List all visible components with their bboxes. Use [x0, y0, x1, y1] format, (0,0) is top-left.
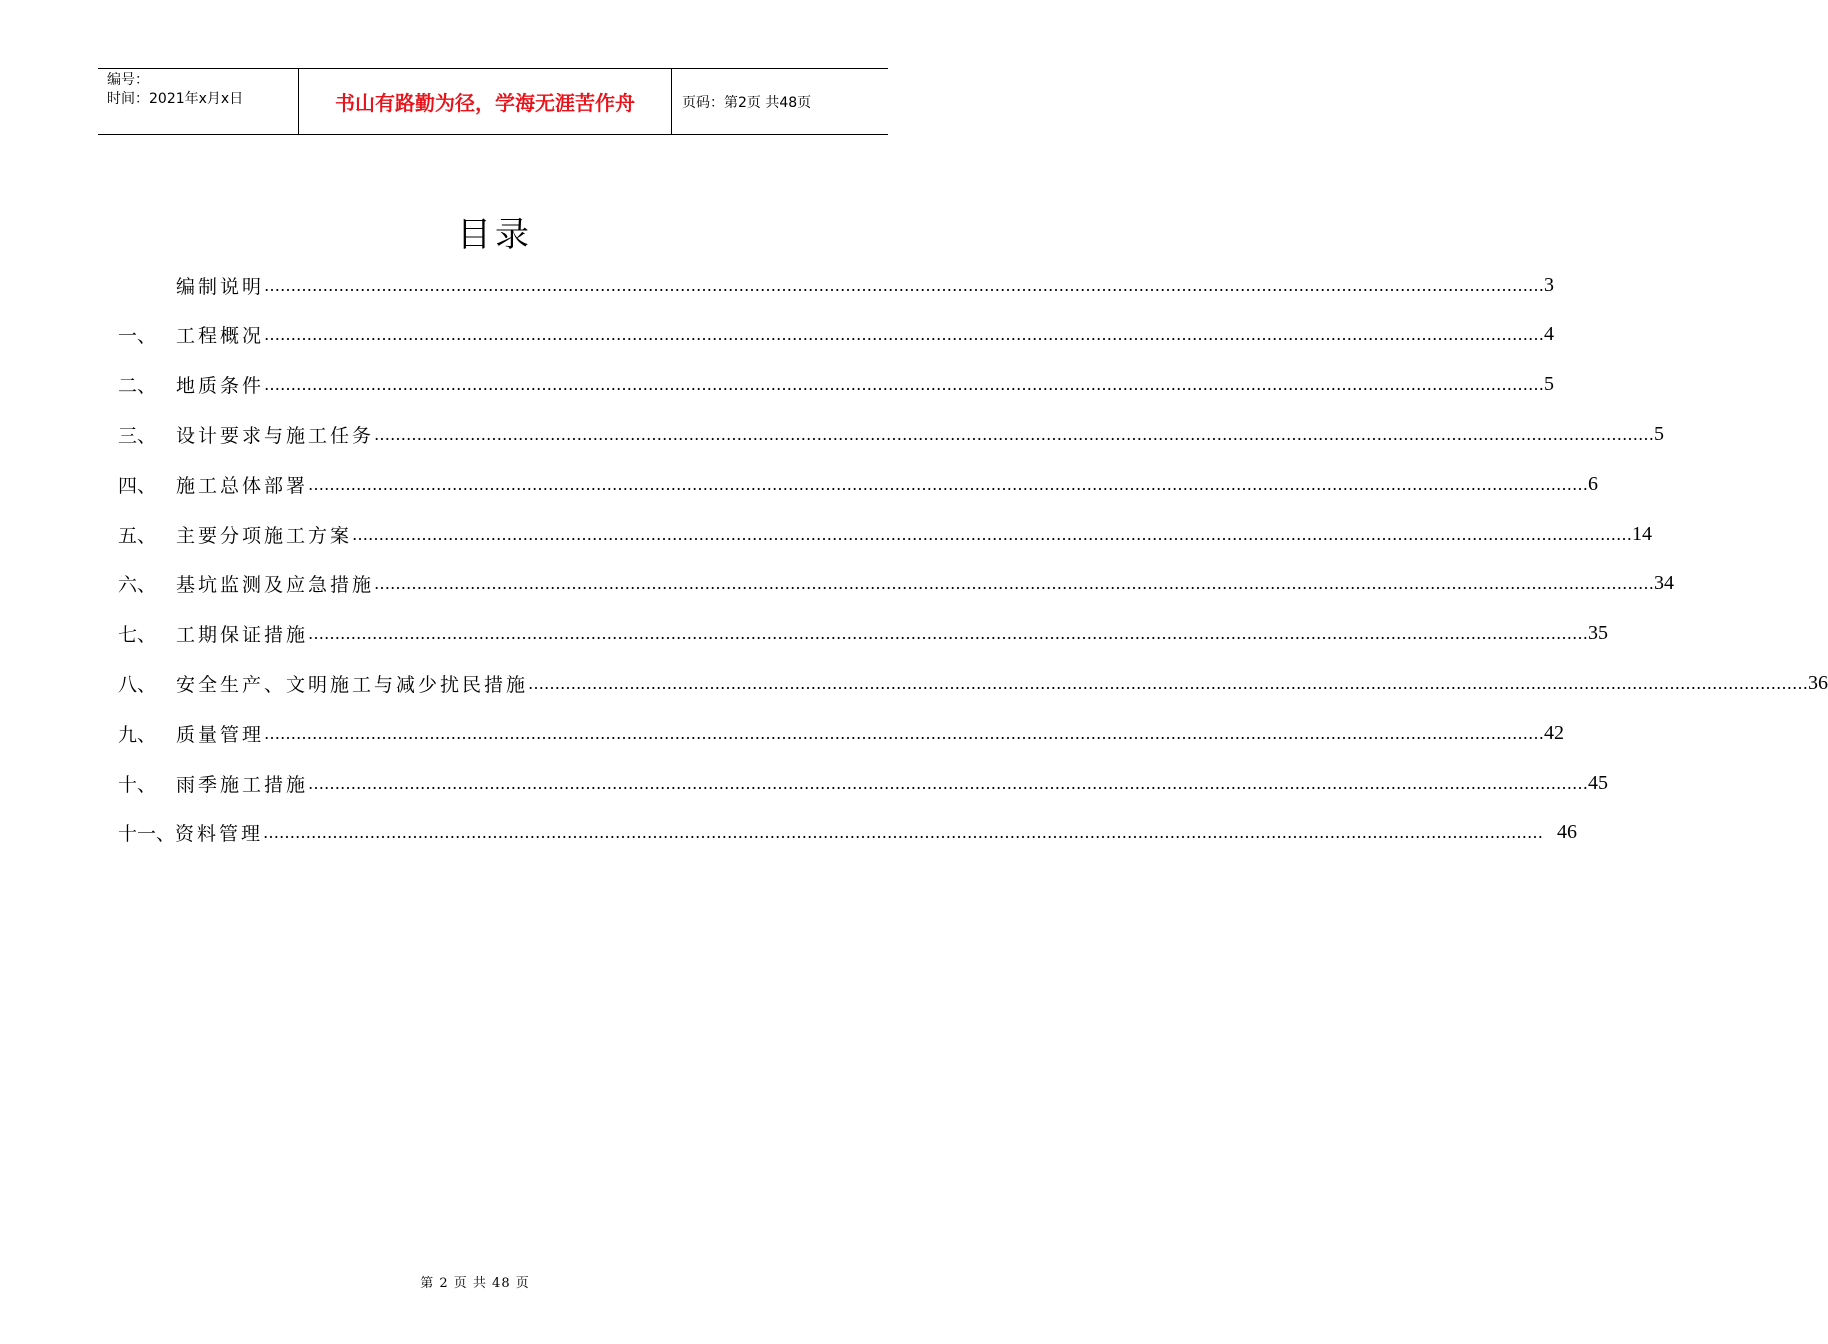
toc-dot-leader: …………………………………………………………………………………………………………………………………………………………………………………………………………………… [264, 723, 1545, 743]
toc-entry-page: 42 [1544, 721, 1565, 744]
toc-entry-page: 45 [1588, 771, 1609, 794]
toc-entry-title: 安全生产、文明施工与减少扰民措施 [176, 673, 529, 696]
toc-entry-title: 工期保证措施 [176, 624, 309, 647]
toc-entry-page: 5 [1654, 422, 1665, 445]
toc-entry-number: 八、 [118, 673, 157, 696]
toc-dot-leader: …………………………………………………………………………………………………………………………………………………………………………………………………………………… [374, 424, 1655, 444]
toc-entry-title: 主要分项施工方案 [176, 524, 353, 547]
toc-entry-title: 地质条件 [176, 375, 265, 398]
toc-entry-number: 三、 [118, 424, 157, 447]
toc-dot-leader: …………………………………………………………………………………………………………………………………………………………………………………………………………………… [263, 823, 1544, 843]
toc-dot-leader: …………………………………………………………………………………………………………………………………………………………………………………………………………………… [352, 524, 1633, 544]
toc-entry-number: 五、 [118, 524, 157, 547]
toc-entry-title: 编制说明 [176, 275, 265, 298]
toc-dot-leader: …………………………………………………………………………………………………………………………………………………………………………………………………………………… [264, 375, 1545, 395]
toc-entry-number: 九、 [118, 723, 157, 746]
toc-entry-page: 14 [1632, 522, 1653, 545]
toc-entry-page: 35 [1588, 622, 1609, 645]
toc-entry-page: 3 [1544, 273, 1555, 296]
toc-entry-title: 基坑监测及应急措施 [176, 574, 375, 597]
toc-entry-title: 质量管理 [176, 723, 265, 746]
toc-entry-page: 34 [1654, 572, 1675, 595]
toc-entry-page: 4 [1544, 323, 1555, 346]
toc-dot-leader: …………………………………………………………………………………………………………………………………………………………………………………………………………………… [374, 574, 1655, 594]
page-info: 页码：第2页 共48页 [682, 94, 812, 111]
toc-entry-number: 十、 [118, 773, 157, 796]
toc-dot-leader: …………………………………………………………………………………………………………………………………………………………………………………………………………………… [264, 325, 1545, 345]
toc-entry[interactable] [118, 718, 1565, 748]
toc-dot-leader: …………………………………………………………………………………………………………………………………………………………………………………………………………………… [264, 275, 1545, 295]
toc-entry-title: 施工总体部署 [176, 474, 309, 497]
toc-entry[interactable] [118, 668, 1828, 698]
toc-entry[interactable] [118, 469, 1599, 499]
toc-entry[interactable] [118, 569, 1675, 599]
toc-entry-number: 七、 [118, 624, 157, 647]
toc-entry-page: 46 [1557, 821, 1578, 844]
toc-entry[interactable] [118, 320, 1555, 350]
toc-entry-title: 资料管理 [175, 823, 264, 846]
number-label: 编号： [107, 72, 149, 88]
toc-entry-title: 设计要求与施工任务 [176, 424, 375, 447]
toc-entry[interactable] [118, 370, 1555, 400]
toc-title: 目录 [457, 215, 533, 255]
toc-entry[interactable] [118, 818, 1578, 848]
date-label: 时间：2021年x月x日 [107, 91, 244, 107]
toc-dot-leader: …………………………………………………………………………………………………………………………………………………………………………………………………………………… [308, 474, 1589, 494]
toc-entry-number: 二、 [118, 375, 157, 398]
toc-entry-title: 工程概况 [176, 325, 265, 348]
toc-entry-page: 5 [1544, 373, 1555, 396]
toc-dot-leader: …………………………………………………………………………………………………………………………………………………………………………………………………………………… [308, 624, 1589, 644]
toc-entry-number: 十一、 [118, 823, 176, 846]
toc-entry[interactable] [118, 619, 1609, 649]
toc-dot-leader: …………………………………………………………………………………………………………………………………………………………………………………………………………………… [528, 673, 1809, 693]
toc-entry-page: 6 [1588, 472, 1599, 495]
toc-entry[interactable] [118, 419, 1665, 449]
page-footer: 第 2 页 共 48 页 [420, 1276, 530, 1291]
motto-text: 书山有路勤为径，学海无涯苦作舟 [335, 91, 635, 115]
toc-entry-number: 四、 [118, 474, 157, 497]
toc-entry[interactable] [176, 270, 1555, 300]
toc-entry-title: 雨季施工措施 [176, 773, 309, 796]
toc-entry-page: 36 [1808, 671, 1828, 694]
toc-entry-number: 一、 [118, 325, 157, 348]
toc-entry[interactable] [118, 768, 1609, 798]
toc-entry[interactable] [118, 519, 1653, 549]
toc-entry-number: 六、 [118, 574, 157, 597]
toc-dot-leader: …………………………………………………………………………………………………………………………………………………………………………………………………………………… [308, 773, 1589, 793]
